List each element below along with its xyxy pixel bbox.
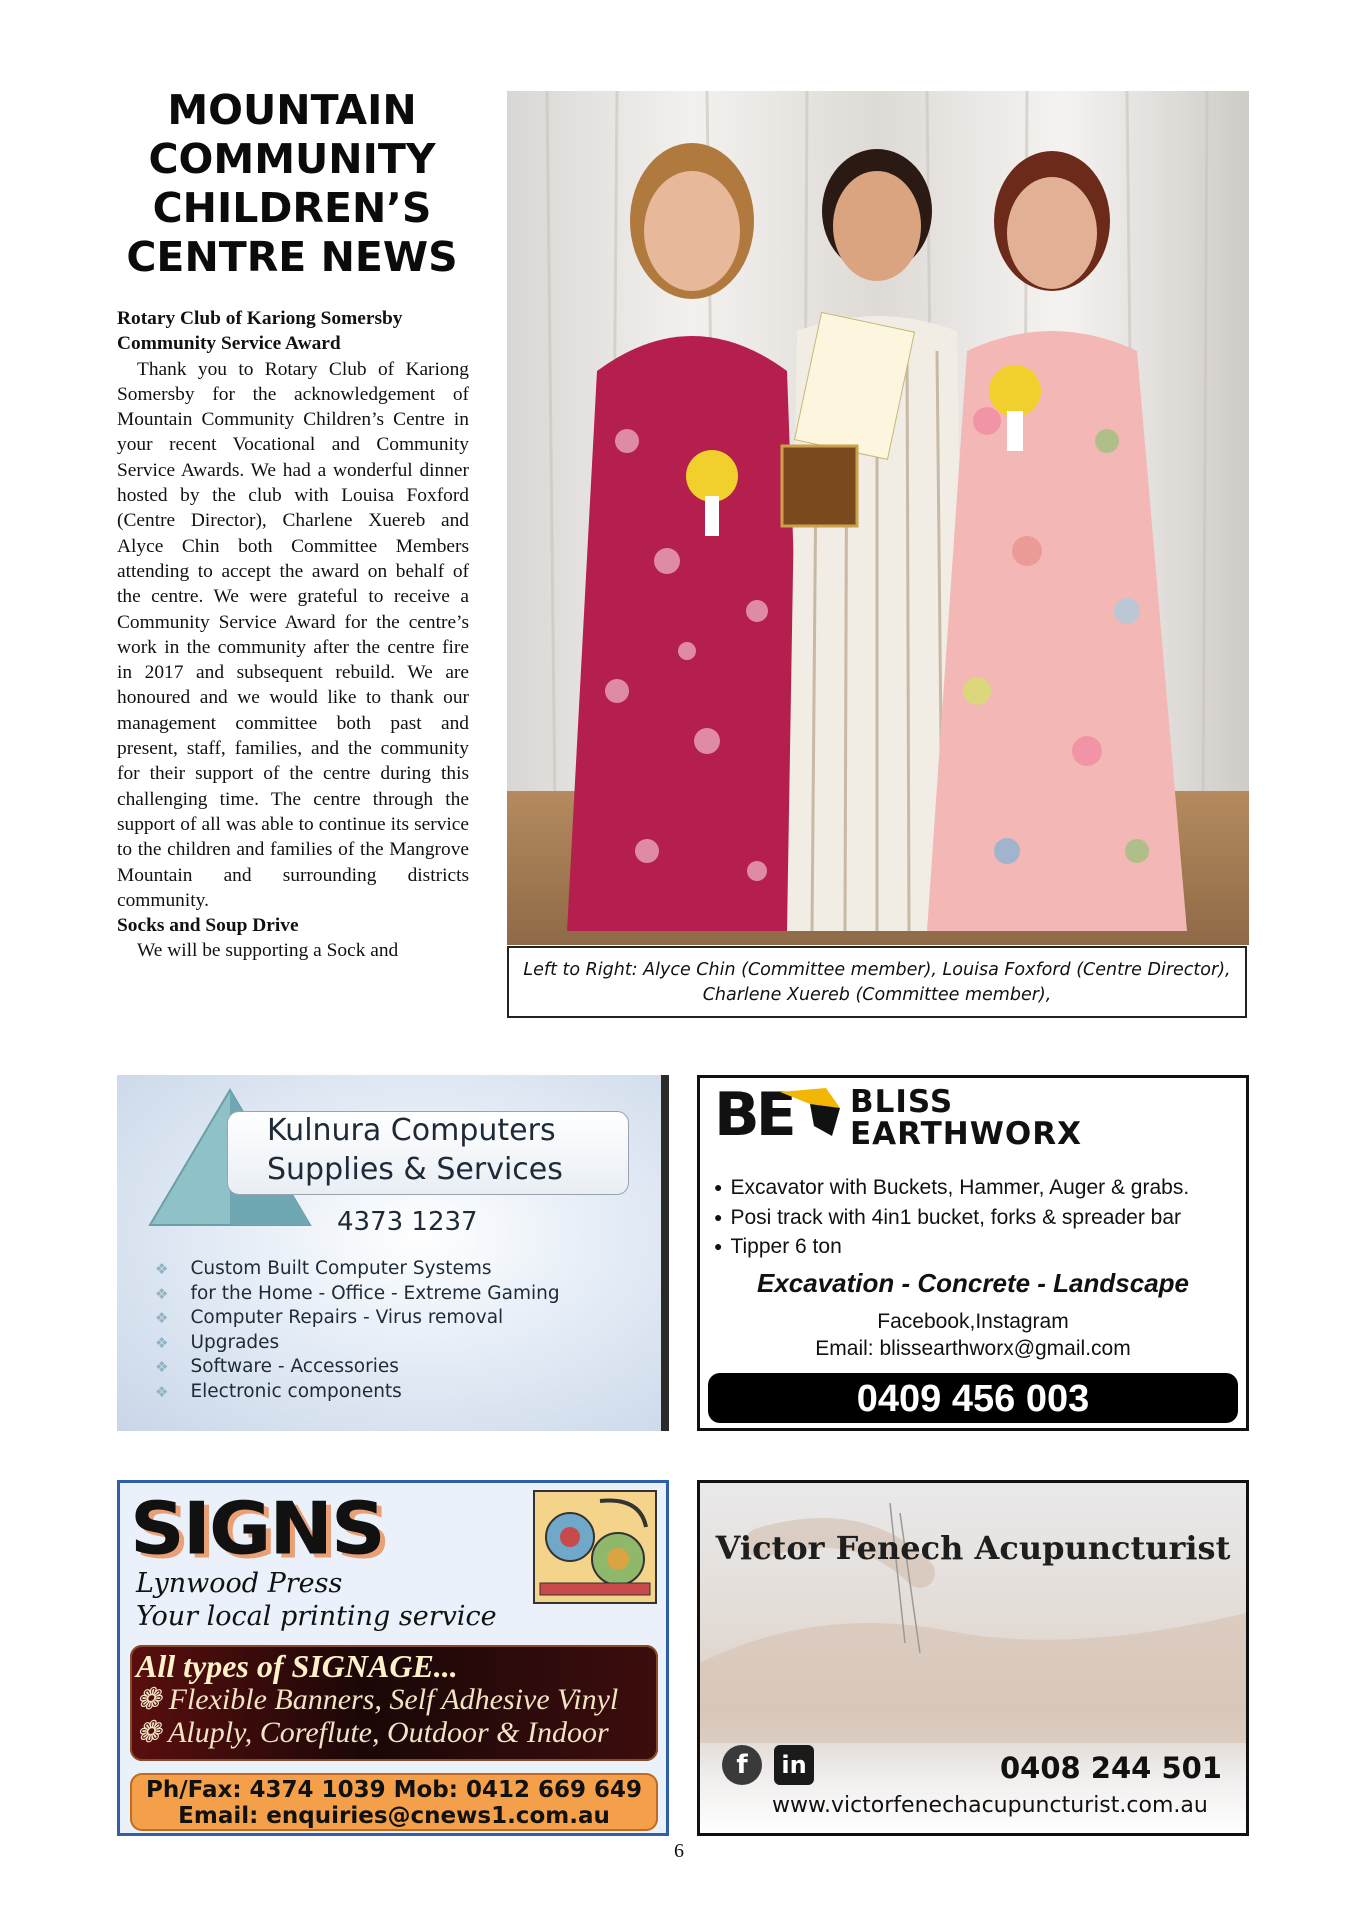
- award-photo: [507, 91, 1249, 945]
- article-paragraph: We will be supporting a Sock and: [137, 940, 399, 962]
- caption-line: Charlene Xuereb (Committee member),: [702, 985, 1052, 1005]
- title-line: Kulnura Computers: [267, 1113, 556, 1148]
- photo-caption: [507, 946, 1247, 1018]
- victor-website[interactable]: www.victorfenechacupuncturist.com.au: [772, 1793, 1208, 1818]
- victor-phone: 0408 244 501: [1000, 1751, 1222, 1785]
- victor-title: Victor Fenech Acupuncturist: [715, 1529, 1231, 1567]
- signs-tagline: Your local printing service: [136, 1601, 497, 1632]
- bliss-slogan: Excavation - Concrete - Landscape: [756, 1268, 1190, 1298]
- article-headline: [112, 86, 472, 282]
- scroll-bullet-icon: ❁: [136, 1716, 169, 1749]
- kulnura-phone: 4373 1237: [337, 1207, 478, 1237]
- edge-bar: [661, 1075, 669, 1431]
- signage-text: Aluply, Coreflute, Outdoor & Indoor: [168, 1716, 609, 1749]
- signs-email[interactable]: Email: enquiries@cnews1.com.au: [178, 1803, 610, 1829]
- signs-heading: SIGNS: [130, 1486, 384, 1571]
- article-subhead: Socks and Soup Drive: [117, 915, 299, 937]
- article-subhead: Rotary Club of Kariong Somersby Community Service Award: [117, 308, 403, 355]
- bliss-earthworx-ad: [697, 1075, 1249, 1431]
- facebook-icon[interactable]: f: [722, 1745, 762, 1785]
- signs-contact: [130, 1773, 658, 1831]
- linkedin-icon[interactable]: in: [774, 1745, 814, 1785]
- caption-line: Left to Right: Alyce Chin (Committee member), Louisa Foxford (Centre Director),: [523, 960, 1231, 980]
- bliss-name: [850, 1086, 1082, 1150]
- headline-line: COMMUNITY: [148, 135, 436, 183]
- decorative-art-icon: [530, 1487, 660, 1607]
- list-item: ❖ Custom Built Computer Systems: [155, 1257, 560, 1282]
- list-item: ❖ Computer Repairs - Virus removal: [155, 1306, 560, 1331]
- signage-text: Flexible Banners, Self Adhesive Vinyl: [168, 1683, 619, 1716]
- bliss-services-list: [714, 1174, 1189, 1263]
- name-line: BLISS: [850, 1084, 954, 1120]
- signs-business-name: Lynwood Press: [136, 1568, 343, 1599]
- list-item: ❖ Upgrades: [155, 1331, 560, 1356]
- list-item: ❖ Electronic components: [155, 1380, 560, 1405]
- lynwood-press-signs-ad: [117, 1480, 669, 1836]
- list-item: ● Excavator with Buckets, Hammer, Auger & grabs.: [714, 1174, 1189, 1204]
- list-item: ❖ for the Home - Office - Extreme Gaming: [155, 1282, 560, 1307]
- kulnura-title: [267, 1111, 627, 1189]
- name-line: EARTHWORX: [850, 1116, 1083, 1152]
- logo-letters: BE: [714, 1080, 793, 1150]
- signage-line: [136, 1716, 609, 1750]
- list-item: ● Tipper 6 ton: [714, 1233, 1189, 1263]
- headline-line: CHILDREN’S: [152, 184, 432, 232]
- headline-line: CENTRE NEWS: [126, 233, 458, 281]
- page-number: 6: [674, 1840, 684, 1862]
- signage-heading: All types of SIGNAGE...: [136, 1648, 458, 1684]
- bliss-social: Facebook,Instagram: [877, 1310, 1069, 1333]
- kulnura-services-list: [155, 1257, 560, 1405]
- scroll-bullet-icon: ❁: [136, 1683, 169, 1716]
- title-line: Supplies & Services: [267, 1152, 563, 1187]
- bliss-phone: 0409 456 003: [708, 1373, 1238, 1423]
- list-item: ❖ Software - Accessories: [155, 1355, 560, 1380]
- excavator-bucket-icon: [770, 1086, 844, 1142]
- article-body: [117, 306, 469, 964]
- bliss-email[interactable]: Email: blissearthworx@gmail.com: [815, 1337, 1131, 1360]
- kulnura-computers-ad: [117, 1075, 669, 1431]
- list-item: ● Posi track with 4in1 bucket, forks & spreader bar: [714, 1204, 1189, 1234]
- victor-fenech-acupuncturist-ad: [697, 1480, 1249, 1836]
- headline-line: MOUNTAIN: [167, 86, 417, 134]
- article-paragraph: Thank you to Rotary Club of Kariong Somersby for the acknowledgement of Mountain Community Children’s Centre in your recent Vocational and Community Service Awards. We had a wonderful dinner hosted by the club with Louisa Foxford (Centre Director), Charlene Xuereb and Alyce Chin both Committee Members attending to accept the award on behalf of the centre. We were grateful to receive a Community Service Award for the centre’s work in the community after the centre fire in 2017 and subsequent rebuild. We are honoured and we would like to thank our management committee both past and present, staff, families, and the community for their support of the centre during this challenging time. The centre through the support of all was able to continue its service to the children and families of the Mangrove Mountain and surrounding districts community.: [117, 358, 469, 911]
- bliss-logo: [714, 1082, 844, 1148]
- signs-phones: Ph/Fax: 4374 1039 Mob: 0412 669 649: [145, 1777, 642, 1803]
- signage-line: [136, 1683, 618, 1717]
